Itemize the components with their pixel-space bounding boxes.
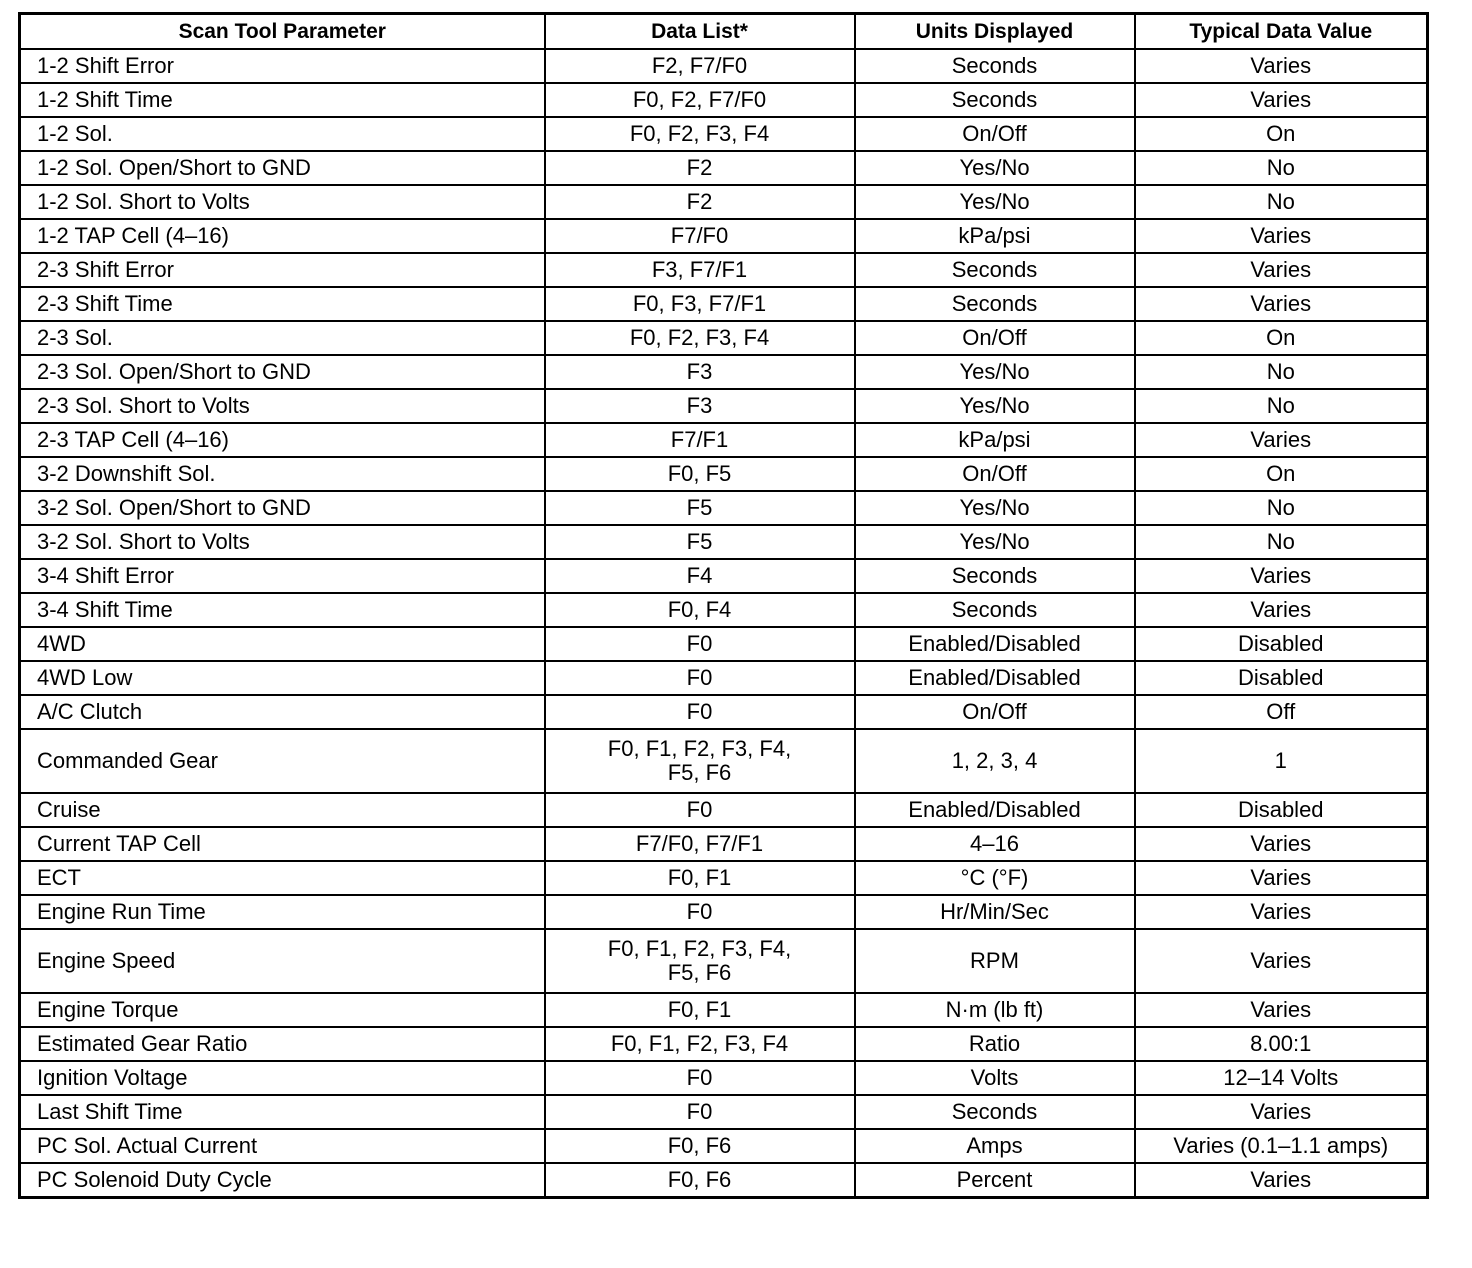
cell-scan-tool-parameter-text: 3-2 Sol. Short to Volts — [37, 529, 250, 554]
cell-units-displayed — [855, 895, 1135, 929]
cell-data-list-text: F0 — [686, 699, 713, 724]
cell-scan-tool-parameter — [20, 827, 545, 861]
cell-data-list-text: F5 — [686, 495, 713, 520]
cell-data-list-text: F7/F1 — [670, 427, 729, 452]
cell-typical-data-value — [1135, 287, 1428, 321]
cell-units-displayed — [855, 1027, 1135, 1061]
cell-typical-data-value — [1135, 1095, 1428, 1129]
cell-typical-data-value-text: On — [1266, 325, 1296, 350]
cell-scan-tool-parameter — [20, 491, 545, 525]
table-body — [20, 49, 1428, 1198]
cell-data-list — [545, 827, 855, 861]
cell-typical-data-value-text: Varies — [1250, 899, 1312, 924]
cell-typical-data-value — [1135, 151, 1428, 185]
cell-typical-data-value — [1135, 525, 1428, 559]
cell-units-displayed — [855, 355, 1135, 389]
cell-data-list-text: F4 — [686, 563, 713, 588]
cell-data-list — [545, 355, 855, 389]
cell-scan-tool-parameter-text: 1-2 Sol. Short to Volts — [37, 189, 250, 214]
cell-units-displayed-text: On/Off — [962, 325, 1027, 350]
cell-scan-tool-parameter — [20, 185, 545, 219]
cell-data-list-text: F0 — [686, 1099, 713, 1124]
cell-units-displayed-text: Amps — [966, 1133, 1023, 1158]
cell-scan-tool-parameter — [20, 1129, 545, 1163]
cell-units-displayed-text: Yes/No — [959, 495, 1030, 520]
cell-typical-data-value — [1135, 895, 1428, 929]
cell-data-list — [545, 661, 855, 695]
cell-units-displayed — [855, 1061, 1135, 1095]
cell-data-list-text: F0 — [686, 1065, 713, 1090]
cell-units-displayed-text: 1, 2, 3, 4 — [951, 748, 1038, 773]
cell-data-list — [545, 861, 855, 895]
cell-units-displayed — [855, 1129, 1135, 1163]
cell-data-list-text: F0, F2, F3, F4 — [629, 325, 770, 350]
table-row — [20, 627, 1428, 661]
cell-typical-data-value-text: 12–14 Volts — [1223, 1065, 1339, 1090]
cell-units-displayed-text: Volts — [970, 1065, 1019, 1090]
scan-tool-data-table — [18, 12, 1429, 1199]
cell-units-displayed-text: Percent — [956, 1167, 1033, 1192]
cell-units-displayed — [855, 287, 1135, 321]
cell-scan-tool-parameter — [20, 695, 545, 729]
cell-typical-data-value — [1135, 49, 1428, 83]
cell-typical-data-value-text: Disabled — [1237, 665, 1324, 690]
cell-data-list-text: F0, F1, F2, F3, F4, F5, F6 — [607, 936, 792, 985]
cell-typical-data-value-text: No — [1266, 155, 1295, 180]
cell-typical-data-value — [1135, 185, 1428, 219]
cell-scan-tool-parameter — [20, 729, 545, 793]
cell-data-list-text: F0, F1, F2, F3, F4 — [610, 1031, 789, 1056]
header-units-displayed: Units Displayed — [855, 14, 1135, 50]
cell-data-list — [545, 895, 855, 929]
cell-data-list — [545, 559, 855, 593]
table-row — [20, 1163, 1428, 1198]
cell-scan-tool-parameter-text: 3-4 Shift Time — [37, 597, 173, 622]
cell-units-displayed — [855, 793, 1135, 827]
cell-units-displayed — [855, 627, 1135, 661]
cell-units-displayed-text: kPa/psi — [958, 427, 1031, 452]
cell-units-displayed — [855, 593, 1135, 627]
cell-typical-data-value-text: Off — [1266, 699, 1296, 724]
cell-scan-tool-parameter — [20, 661, 545, 695]
cell-typical-data-value-text: Varies — [1250, 865, 1312, 890]
cell-data-list — [545, 1027, 855, 1061]
cell-units-displayed — [855, 559, 1135, 593]
cell-data-list — [545, 389, 855, 423]
cell-units-displayed-text: On/Off — [962, 461, 1027, 486]
cell-data-list-text: F0, F3, F7/F1 — [632, 291, 767, 316]
table-row — [20, 423, 1428, 457]
table-row — [20, 827, 1428, 861]
cell-units-displayed-text: Enabled/Disabled — [908, 631, 1081, 656]
table-row — [20, 1061, 1428, 1095]
cell-typical-data-value — [1135, 1061, 1428, 1095]
cell-typical-data-value — [1135, 695, 1428, 729]
cell-data-list — [545, 287, 855, 321]
cell-typical-data-value-text: No — [1266, 189, 1295, 214]
cell-typical-data-value — [1135, 423, 1428, 457]
scan-tool-data-table-container — [18, 12, 1426, 1199]
table-row — [20, 861, 1428, 895]
cell-data-list-text: F5 — [686, 529, 713, 554]
cell-scan-tool-parameter — [20, 83, 545, 117]
cell-units-displayed — [855, 827, 1135, 861]
cell-data-list-text: F7/F0, F7/F1 — [635, 831, 764, 856]
cell-typical-data-value — [1135, 559, 1428, 593]
cell-data-list — [545, 929, 855, 993]
cell-units-displayed — [855, 151, 1135, 185]
cell-units-displayed-text: Yes/No — [959, 359, 1030, 384]
cell-scan-tool-parameter-text: A/C Clutch — [37, 699, 143, 724]
cell-typical-data-value-text: Disabled — [1237, 631, 1324, 656]
cell-typical-data-value-text: Varies — [1250, 427, 1312, 452]
table-row — [20, 491, 1428, 525]
cell-units-displayed-text: N·m (lb ft) — [945, 997, 1044, 1022]
cell-units-displayed-text: Yes/No — [959, 529, 1030, 554]
cell-data-list — [545, 1061, 855, 1095]
cell-data-list — [545, 525, 855, 559]
cell-data-list — [545, 219, 855, 253]
cell-data-list-text: F0, F6 — [667, 1167, 732, 1192]
cell-typical-data-value — [1135, 729, 1428, 793]
cell-typical-data-value-text: No — [1266, 393, 1295, 418]
table-row — [20, 83, 1428, 117]
cell-data-list-text: F3 — [686, 393, 713, 418]
cell-scan-tool-parameter — [20, 593, 545, 627]
cell-data-list — [545, 491, 855, 525]
cell-scan-tool-parameter — [20, 1163, 545, 1198]
cell-units-displayed-text: °C (°F) — [960, 865, 1029, 890]
cell-data-list-text: F0 — [686, 899, 713, 924]
cell-typical-data-value-text: Varies — [1250, 997, 1312, 1022]
cell-units-displayed-text: Yes/No — [959, 393, 1030, 418]
cell-scan-tool-parameter-text: Engine Run Time — [37, 899, 206, 924]
table-row — [20, 219, 1428, 253]
cell-typical-data-value-text: Varies — [1250, 53, 1312, 78]
cell-scan-tool-parameter — [20, 253, 545, 287]
cell-scan-tool-parameter-text: Last Shift Time — [37, 1099, 183, 1124]
cell-typical-data-value-text: Disabled — [1237, 797, 1324, 822]
cell-data-list — [545, 627, 855, 661]
cell-data-list-text: F3, F7/F1 — [651, 257, 748, 282]
cell-units-displayed — [855, 321, 1135, 355]
cell-units-displayed-text: Seconds — [951, 257, 1038, 282]
cell-scan-tool-parameter-text: PC Sol. Actual Current — [37, 1133, 258, 1158]
cell-typical-data-value — [1135, 219, 1428, 253]
cell-data-list-text: F2, F7/F0 — [651, 53, 748, 78]
table-row — [20, 525, 1428, 559]
cell-units-displayed-text: Enabled/Disabled — [908, 797, 1081, 822]
table-row — [20, 793, 1428, 827]
cell-scan-tool-parameter — [20, 1027, 545, 1061]
table-row — [20, 117, 1428, 151]
cell-scan-tool-parameter-text: 1-2 Shift Time — [37, 87, 173, 112]
cell-typical-data-value — [1135, 793, 1428, 827]
cell-typical-data-value-text: 8.00:1 — [1250, 1031, 1312, 1056]
header-scan-tool-parameter: Scan Tool Parameter — [20, 14, 545, 50]
cell-scan-tool-parameter-text: 2-3 Sol. Short to Volts — [37, 393, 250, 418]
cell-data-list-text: F0 — [686, 797, 713, 822]
cell-typical-data-value — [1135, 861, 1428, 895]
cell-units-displayed — [855, 695, 1135, 729]
cell-typical-data-value — [1135, 627, 1428, 661]
cell-typical-data-value-text: Varies — [1250, 831, 1312, 856]
cell-units-displayed-text: Enabled/Disabled — [908, 665, 1081, 690]
cell-scan-tool-parameter-text: 2-3 TAP Cell (4–16) — [37, 427, 229, 452]
table-row — [20, 253, 1428, 287]
cell-units-displayed — [855, 1163, 1135, 1198]
table-row — [20, 355, 1428, 389]
cell-scan-tool-parameter-text: 2-3 Sol. — [37, 325, 113, 350]
table-row — [20, 1129, 1428, 1163]
cell-units-displayed-text: Ratio — [968, 1031, 1021, 1056]
cell-units-displayed-text: On/Off — [962, 699, 1027, 724]
cell-scan-tool-parameter-text: 3-2 Sol. Open/Short to GND — [37, 495, 311, 520]
cell-scan-tool-parameter — [20, 355, 545, 389]
cell-scan-tool-parameter — [20, 559, 545, 593]
table-row — [20, 49, 1428, 83]
cell-scan-tool-parameter-text: 2-3 Sol. Open/Short to GND — [37, 359, 311, 384]
cell-data-list-text: F0, F5 — [667, 461, 732, 486]
cell-typical-data-value — [1135, 83, 1428, 117]
cell-data-list-text: F3 — [686, 359, 713, 384]
cell-scan-tool-parameter-text: Estimated Gear Ratio — [37, 1031, 248, 1056]
cell-typical-data-value-text: Varies — [1250, 223, 1312, 248]
cell-scan-tool-parameter — [20, 861, 545, 895]
cell-scan-tool-parameter-text: 4WD Low — [37, 665, 133, 690]
cell-data-list — [545, 593, 855, 627]
cell-scan-tool-parameter — [20, 423, 545, 457]
cell-data-list — [545, 253, 855, 287]
cell-data-list — [545, 695, 855, 729]
table-row — [20, 151, 1428, 185]
table-row — [20, 1027, 1428, 1061]
cell-units-displayed — [855, 253, 1135, 287]
cell-scan-tool-parameter-text: PC Solenoid Duty Cycle — [37, 1167, 272, 1192]
cell-typical-data-value — [1135, 355, 1428, 389]
table-row — [20, 929, 1428, 993]
cell-units-displayed-text: Seconds — [951, 1099, 1038, 1124]
cell-data-list-text: F0 — [686, 631, 713, 656]
table-row — [20, 389, 1428, 423]
cell-units-displayed — [855, 49, 1135, 83]
cell-scan-tool-parameter-text: 2-3 Shift Time — [37, 291, 173, 316]
cell-units-displayed — [855, 929, 1135, 993]
cell-scan-tool-parameter-text: 1-2 TAP Cell (4–16) — [37, 223, 229, 248]
cell-typical-data-value-text: 1 — [1274, 748, 1287, 773]
cell-units-displayed-text: Seconds — [951, 291, 1038, 316]
cell-scan-tool-parameter-text: 2-3 Shift Error — [37, 257, 174, 282]
cell-scan-tool-parameter — [20, 321, 545, 355]
cell-typical-data-value-text: Varies — [1250, 948, 1312, 973]
cell-data-list — [545, 49, 855, 83]
cell-data-list-text: F0, F2, F3, F4 — [629, 121, 770, 146]
cell-typical-data-value — [1135, 993, 1428, 1027]
cell-units-displayed — [855, 117, 1135, 151]
cell-data-list-text: F0, F1, F2, F3, F4, F5, F6 — [607, 736, 792, 785]
cell-typical-data-value — [1135, 457, 1428, 491]
cell-data-list-text: F0, F1 — [667, 865, 732, 890]
cell-scan-tool-parameter — [20, 993, 545, 1027]
cell-typical-data-value — [1135, 661, 1428, 695]
cell-scan-tool-parameter — [20, 49, 545, 83]
cell-data-list — [545, 457, 855, 491]
cell-units-displayed-text: Seconds — [951, 87, 1038, 112]
cell-scan-tool-parameter-text: ECT — [37, 865, 81, 890]
cell-scan-tool-parameter — [20, 525, 545, 559]
table-row — [20, 661, 1428, 695]
cell-typical-data-value-text: No — [1266, 529, 1295, 554]
cell-units-displayed — [855, 185, 1135, 219]
cell-typical-data-value — [1135, 1129, 1428, 1163]
cell-scan-tool-parameter — [20, 219, 545, 253]
header-data-list: Data List* — [545, 14, 855, 50]
cell-units-displayed-text: Seconds — [951, 563, 1038, 588]
cell-units-displayed-text: 4–16 — [970, 831, 1019, 856]
cell-data-list — [545, 1163, 855, 1198]
cell-units-displayed — [855, 423, 1135, 457]
header-typical-data-value: Typical Data Value — [1135, 14, 1428, 50]
cell-units-displayed — [855, 993, 1135, 1027]
cell-data-list — [545, 993, 855, 1027]
cell-scan-tool-parameter — [20, 117, 545, 151]
cell-scan-tool-parameter-text: Cruise — [37, 797, 101, 822]
cell-units-displayed — [855, 1095, 1135, 1129]
cell-data-list — [545, 423, 855, 457]
cell-scan-tool-parameter — [20, 457, 545, 491]
cell-data-list — [545, 185, 855, 219]
cell-scan-tool-parameter-text: Engine Speed — [37, 948, 176, 973]
cell-typical-data-value — [1135, 1163, 1428, 1198]
cell-data-list — [545, 117, 855, 151]
cell-scan-tool-parameter — [20, 1095, 545, 1129]
table-row — [20, 321, 1428, 355]
cell-typical-data-value-text: Varies — [1250, 597, 1312, 622]
cell-typical-data-value-text: Varies — [1250, 1099, 1312, 1124]
cell-data-list — [545, 83, 855, 117]
cell-data-list — [545, 729, 855, 793]
cell-units-displayed-text: Hr/Min/Sec — [940, 899, 1049, 924]
cell-typical-data-value-text: No — [1266, 495, 1295, 520]
cell-scan-tool-parameter-text: 4WD — [37, 631, 86, 656]
cell-units-displayed-text: On/Off — [962, 121, 1027, 146]
table-row — [20, 729, 1428, 793]
cell-units-displayed-text: Seconds — [951, 53, 1038, 78]
cell-units-displayed-text: RPM — [970, 948, 1019, 973]
cell-typical-data-value — [1135, 593, 1428, 627]
cell-units-displayed — [855, 861, 1135, 895]
cell-units-displayed — [855, 457, 1135, 491]
cell-typical-data-value — [1135, 117, 1428, 151]
cell-typical-data-value — [1135, 253, 1428, 287]
cell-data-list — [545, 321, 855, 355]
cell-typical-data-value — [1135, 321, 1428, 355]
cell-units-displayed — [855, 219, 1135, 253]
cell-data-list — [545, 1129, 855, 1163]
cell-scan-tool-parameter — [20, 793, 545, 827]
cell-data-list-text: F2 — [686, 155, 713, 180]
cell-scan-tool-parameter — [20, 151, 545, 185]
cell-scan-tool-parameter — [20, 389, 545, 423]
cell-typical-data-value-text: On — [1266, 461, 1296, 486]
table-row — [20, 457, 1428, 491]
cell-data-list-text: F0, F2, F7/F0 — [632, 87, 767, 112]
cell-scan-tool-parameter — [20, 287, 545, 321]
table-row — [20, 559, 1428, 593]
cell-units-displayed-text: kPa/psi — [958, 223, 1031, 248]
table-row — [20, 1095, 1428, 1129]
cell-scan-tool-parameter-text: Engine Torque — [37, 997, 179, 1022]
cell-typical-data-value-text: No — [1266, 359, 1295, 384]
cell-data-list — [545, 151, 855, 185]
cell-typical-data-value — [1135, 929, 1428, 993]
table-row — [20, 895, 1428, 929]
cell-typical-data-value-text: Varies — [1250, 563, 1312, 588]
cell-units-displayed — [855, 83, 1135, 117]
cell-data-list-text: F7/F0 — [670, 223, 729, 248]
cell-typical-data-value-text: Varies — [1250, 291, 1312, 316]
table-row — [20, 695, 1428, 729]
cell-scan-tool-parameter-text: Commanded Gear — [37, 748, 218, 773]
cell-typical-data-value-text: On — [1266, 121, 1296, 146]
cell-data-list-text: F0 — [686, 665, 713, 690]
cell-units-displayed-text: Yes/No — [959, 189, 1030, 214]
cell-data-list-text: F0, F6 — [667, 1133, 732, 1158]
table-row — [20, 185, 1428, 219]
cell-scan-tool-parameter-text: 1-2 Sol. Open/Short to GND — [37, 155, 311, 180]
header-row — [20, 14, 1428, 50]
cell-units-displayed — [855, 661, 1135, 695]
cell-typical-data-value — [1135, 827, 1428, 861]
table-row — [20, 593, 1428, 627]
cell-data-list — [545, 793, 855, 827]
cell-units-displayed-text: Yes/No — [959, 155, 1030, 180]
cell-data-list-text: F0, F1 — [667, 997, 732, 1022]
cell-units-displayed — [855, 491, 1135, 525]
cell-scan-tool-parameter-text: 1-2 Sol. — [37, 121, 113, 146]
cell-typical-data-value-text: Varies — [1250, 1167, 1312, 1192]
cell-units-displayed — [855, 525, 1135, 559]
cell-scan-tool-parameter-text: 1-2 Shift Error — [37, 53, 174, 78]
cell-units-displayed — [855, 729, 1135, 793]
cell-scan-tool-parameter-text: Ignition Voltage — [37, 1065, 188, 1090]
cell-units-displayed-text: Seconds — [951, 597, 1038, 622]
cell-scan-tool-parameter — [20, 1061, 545, 1095]
cell-data-list-text: F2 — [686, 189, 713, 214]
cell-units-displayed — [855, 389, 1135, 423]
cell-scan-tool-parameter — [20, 929, 545, 993]
table-row — [20, 287, 1428, 321]
cell-scan-tool-parameter — [20, 895, 545, 929]
table-row — [20, 993, 1428, 1027]
cell-data-list-text: F0, F4 — [667, 597, 732, 622]
cell-scan-tool-parameter — [20, 627, 545, 661]
cell-scan-tool-parameter-text: 3-2 Downshift Sol. — [37, 461, 216, 486]
cell-scan-tool-parameter-text: Current TAP Cell — [37, 831, 201, 856]
table-header — [20, 14, 1428, 50]
cell-typical-data-value — [1135, 491, 1428, 525]
cell-typical-data-value-text: Varies (0.1–1.1 amps) — [1173, 1133, 1389, 1158]
cell-typical-data-value-text: Varies — [1250, 87, 1312, 112]
cell-typical-data-value — [1135, 1027, 1428, 1061]
cell-scan-tool-parameter-text: 3-4 Shift Error — [37, 563, 174, 588]
cell-typical-data-value-text: Varies — [1250, 257, 1312, 282]
cell-typical-data-value — [1135, 389, 1428, 423]
cell-data-list — [545, 1095, 855, 1129]
